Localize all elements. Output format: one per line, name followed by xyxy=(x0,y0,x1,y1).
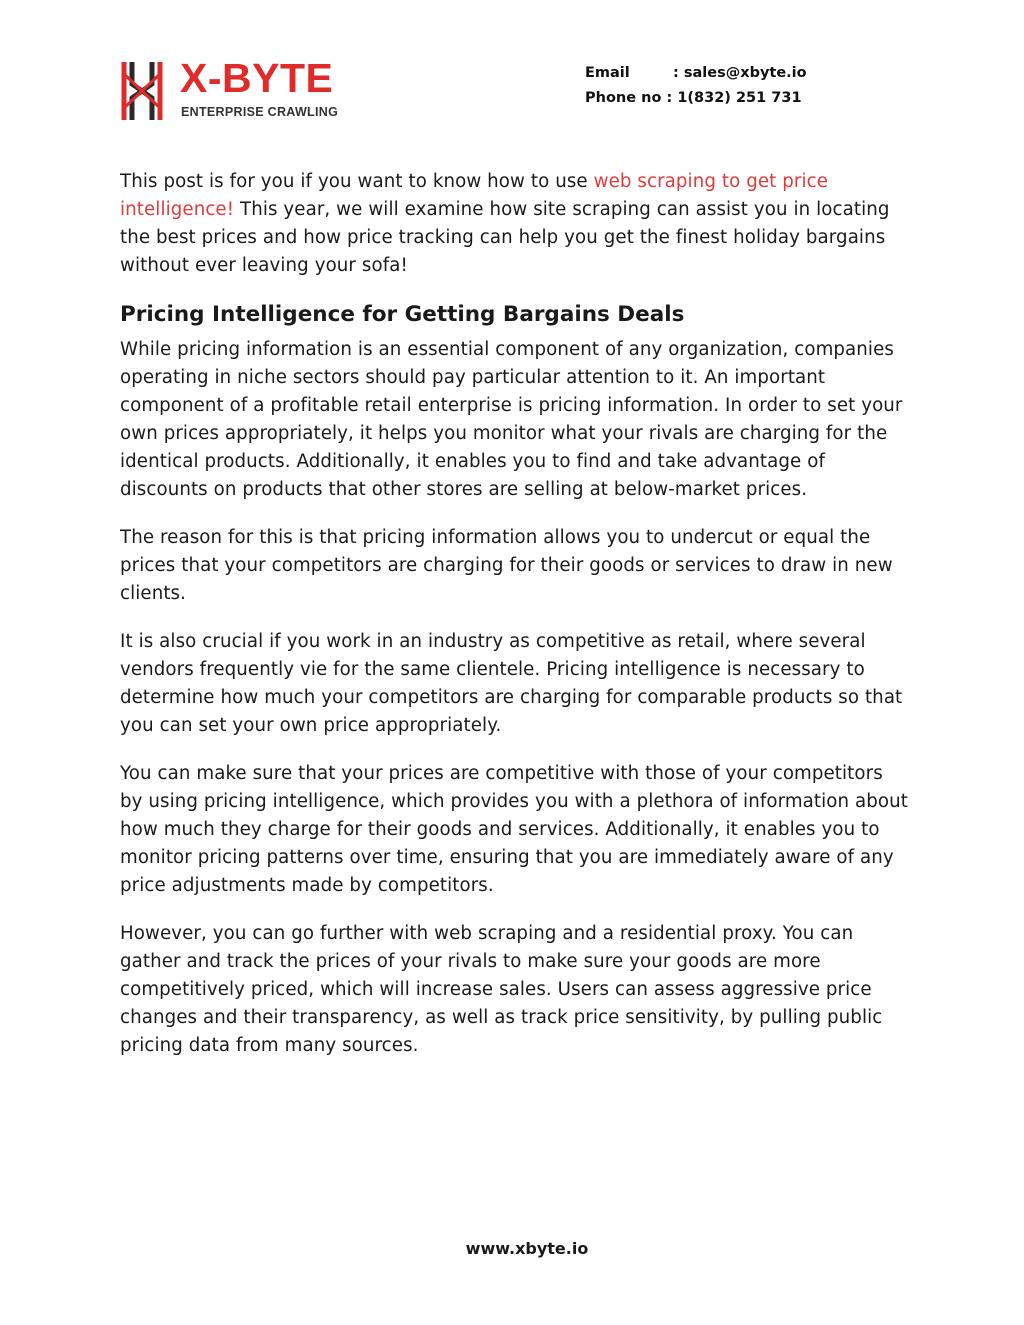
body-paragraph: You can make sure that your prices are competitive with those of your competitors by using pricing intelligence, which provides you with a plethora of information about how much they charge for their goods and services. Additionally, it enables you to monitor pricing patterns over time, ensuring that you are immediately aware of any price adjustments made by competitors. xyxy=(120,763,908,896)
body-paragraph: While pricing information is an essential component of any organization, companies operating in niche sectors should pay particular attention to it. An important component of a profitable retail enterprise is pricing information. In order to set your own prices appropriately, it helps you monitor what your rivals are charging for the identical products. Additionally, it enables you to find and take advantage of discounts on products that other stores are selling at below-market prices. xyxy=(120,339,903,500)
phone-label: Phone no xyxy=(585,90,662,106)
company-logo xyxy=(120,55,360,124)
body-paragraph: However, you can go further with web scraping and a residential proxy. You can gather and track the prices of your rivals to make sure your goods are more competitively priced, which will increase sales. Users can assess aggressive price changes and their transparency, as well as track price sensitivity, by pulling public pricing data from many sources. xyxy=(120,923,883,1056)
email-separator: : xyxy=(673,65,684,81)
phone-row xyxy=(585,86,807,111)
body-paragraph: The reason for this is that pricing information allows you to undercut or equal the prices that your competitors are charging for their goods or services to draw in new clients. xyxy=(120,527,893,604)
brand-name: X-BYTE xyxy=(180,55,334,101)
email-value[interactable]: sales@xbyte.io xyxy=(683,65,807,81)
body-paragraph: It is also crucial if you work in an industry as competitive as retail, where several vendors frequently vie for the same clientele. Pricing intelligence is necessary to determine how much your competitors are charging for comparable products so that you can set your own price appropriately. xyxy=(120,631,903,736)
email-row xyxy=(585,61,807,86)
intro-paragraph xyxy=(120,168,910,280)
intro-text-after-link: This year, we will examine how site scraping can assist you in locating the best prices and how price tracking can help you get the finest holiday bargains without ever leaving your sofa! xyxy=(120,199,890,276)
phone-separator: : xyxy=(661,90,678,106)
brand-tagline: ENTERPRISE CRAWLING xyxy=(181,105,339,119)
x-byte-logo-mark-icon xyxy=(120,60,164,122)
section-heading: Pricing Intelligence for Getting Bargains Deals xyxy=(120,302,685,327)
footer-website[interactable]: www.xbyte.io xyxy=(465,1239,589,1258)
article-body xyxy=(120,168,910,1080)
price-intelligence-link[interactable]: web scraping to get price intelligence! xyxy=(120,171,828,220)
intro-text-before-link: This post is for you if you want to know how to use xyxy=(120,171,594,192)
contact-info xyxy=(585,61,807,111)
phone-value: 1(832) 251 731 xyxy=(677,90,802,106)
email-label: Email xyxy=(585,65,630,81)
